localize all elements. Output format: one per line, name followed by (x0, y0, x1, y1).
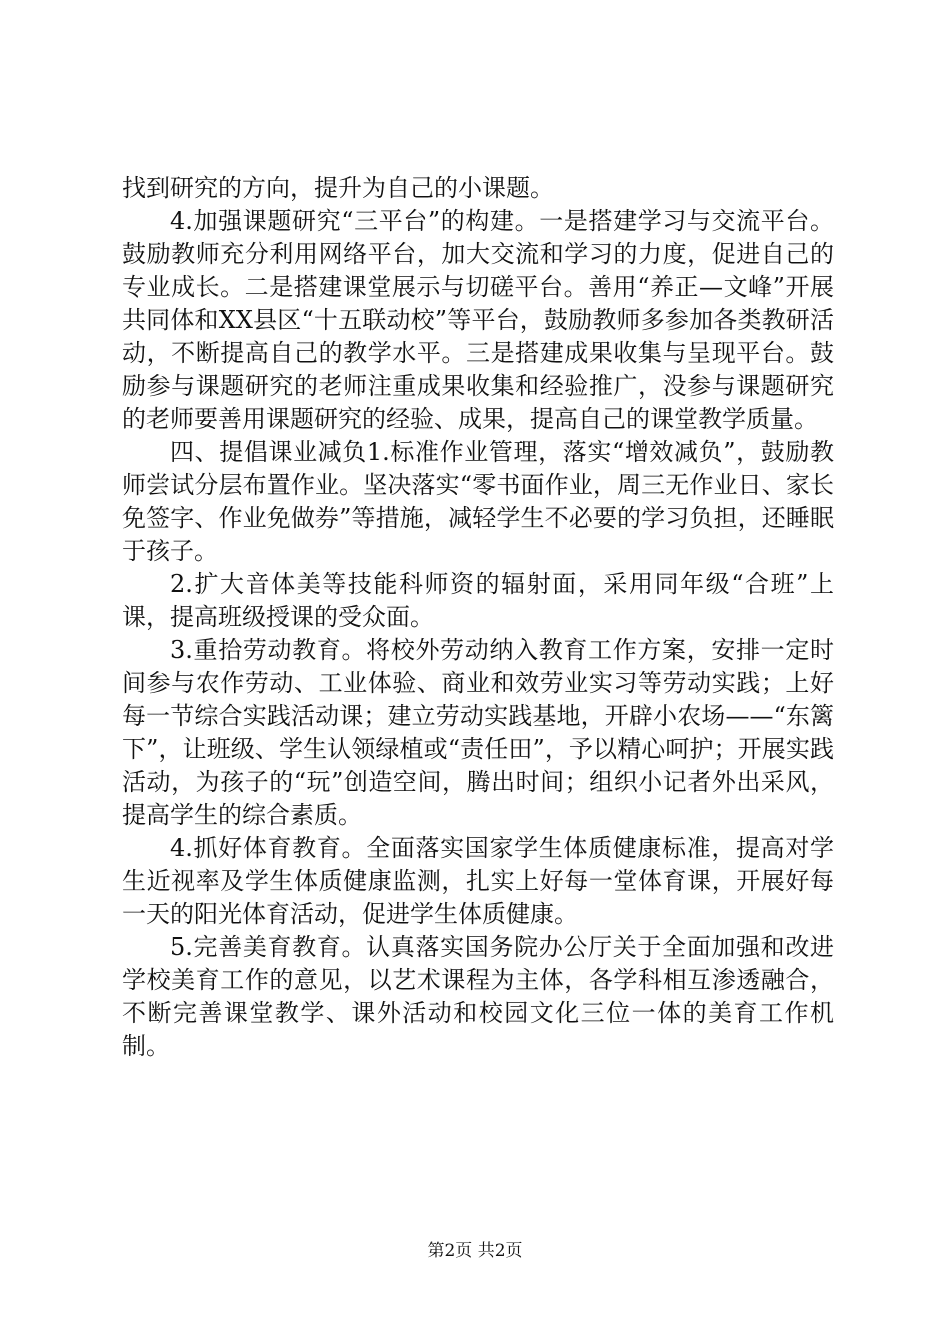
paragraph-aesthetic-education: 5.完善美育教育。认真落实国务院办公厅关于全面加强和改进学校美育工作的意见，以艺术课程为主体，各学科相互渗透融合，不断完善课堂教学、课外活动和校园文化三位一体的美育工作机制。 (122, 933, 834, 1060)
paragraph-labor-education: 3.重拾劳动教育。将校外劳动纳入教育工作方案，安排一定时间参与农作劳动、工业体验、商业和效劳业实习等劳动实践；上好每一节综合实践活动课；建立劳动实践基地，开辟小农场——“东篱下”，让班级、学生认领绿植或“责任田”，予以精心呵护；开展实践活动，为孩子的“玩”创造空间，腾出时间；组织小记者外出采风，提高学生的综合素质。 (122, 636, 834, 829)
paragraph-research-platforms: 4.加强课题研究“三平台”的构建。一是搭建学习与交流平台。鼓励教师充分利用网络平台，加大交流和学习的力度，促进自己的专业成长。二是搭建课堂展示与切磋平台。善用“养正—文峰”开展共同体和XX县区“十五联动校”等平台，鼓励教师多参加各类教研活动，不断提高自己的教学水平。三是搭建成果收集与呈现平台。鼓励参与课题研究的老师注重成果收集和经验推广，没参与课题研究的老师要善用课题研究的经验、成果，提高自己的课堂教学质量。 (122, 207, 834, 433)
paragraph-continuation: 找到研究的方向，提升为自己的小课题。 (122, 174, 554, 202)
document-body (122, 172, 834, 1063)
paragraph-physical-education: 4.抓好体育教育。全面落实国家学生体质健康标准，提高对学生近视率及学生体质健康监测，扎实上好每一堂体育课，开展好每一天的阳光体育活动，促进学生体质健康。 (122, 834, 834, 928)
page-number-label: 第2页 共2页 (427, 1241, 523, 1261)
paragraph-music-sports-art: 2.扩大音体美等技能科师资的辐射面，采用同年级“合班”上课，提高班级授课的受众面。 (122, 570, 834, 631)
paragraph-homework-reduction: 四、提倡课业减负1.标准作业管理，落实“增效减负”，鼓励教师尝试分层布置作业。坚决落实“零书面作业，周三无作业日、家长免签字、作业免做券”等措施，减轻学生不必要的学习负担，还睡眠于孩子。 (122, 438, 834, 565)
page-footer (0, 1240, 950, 1262)
